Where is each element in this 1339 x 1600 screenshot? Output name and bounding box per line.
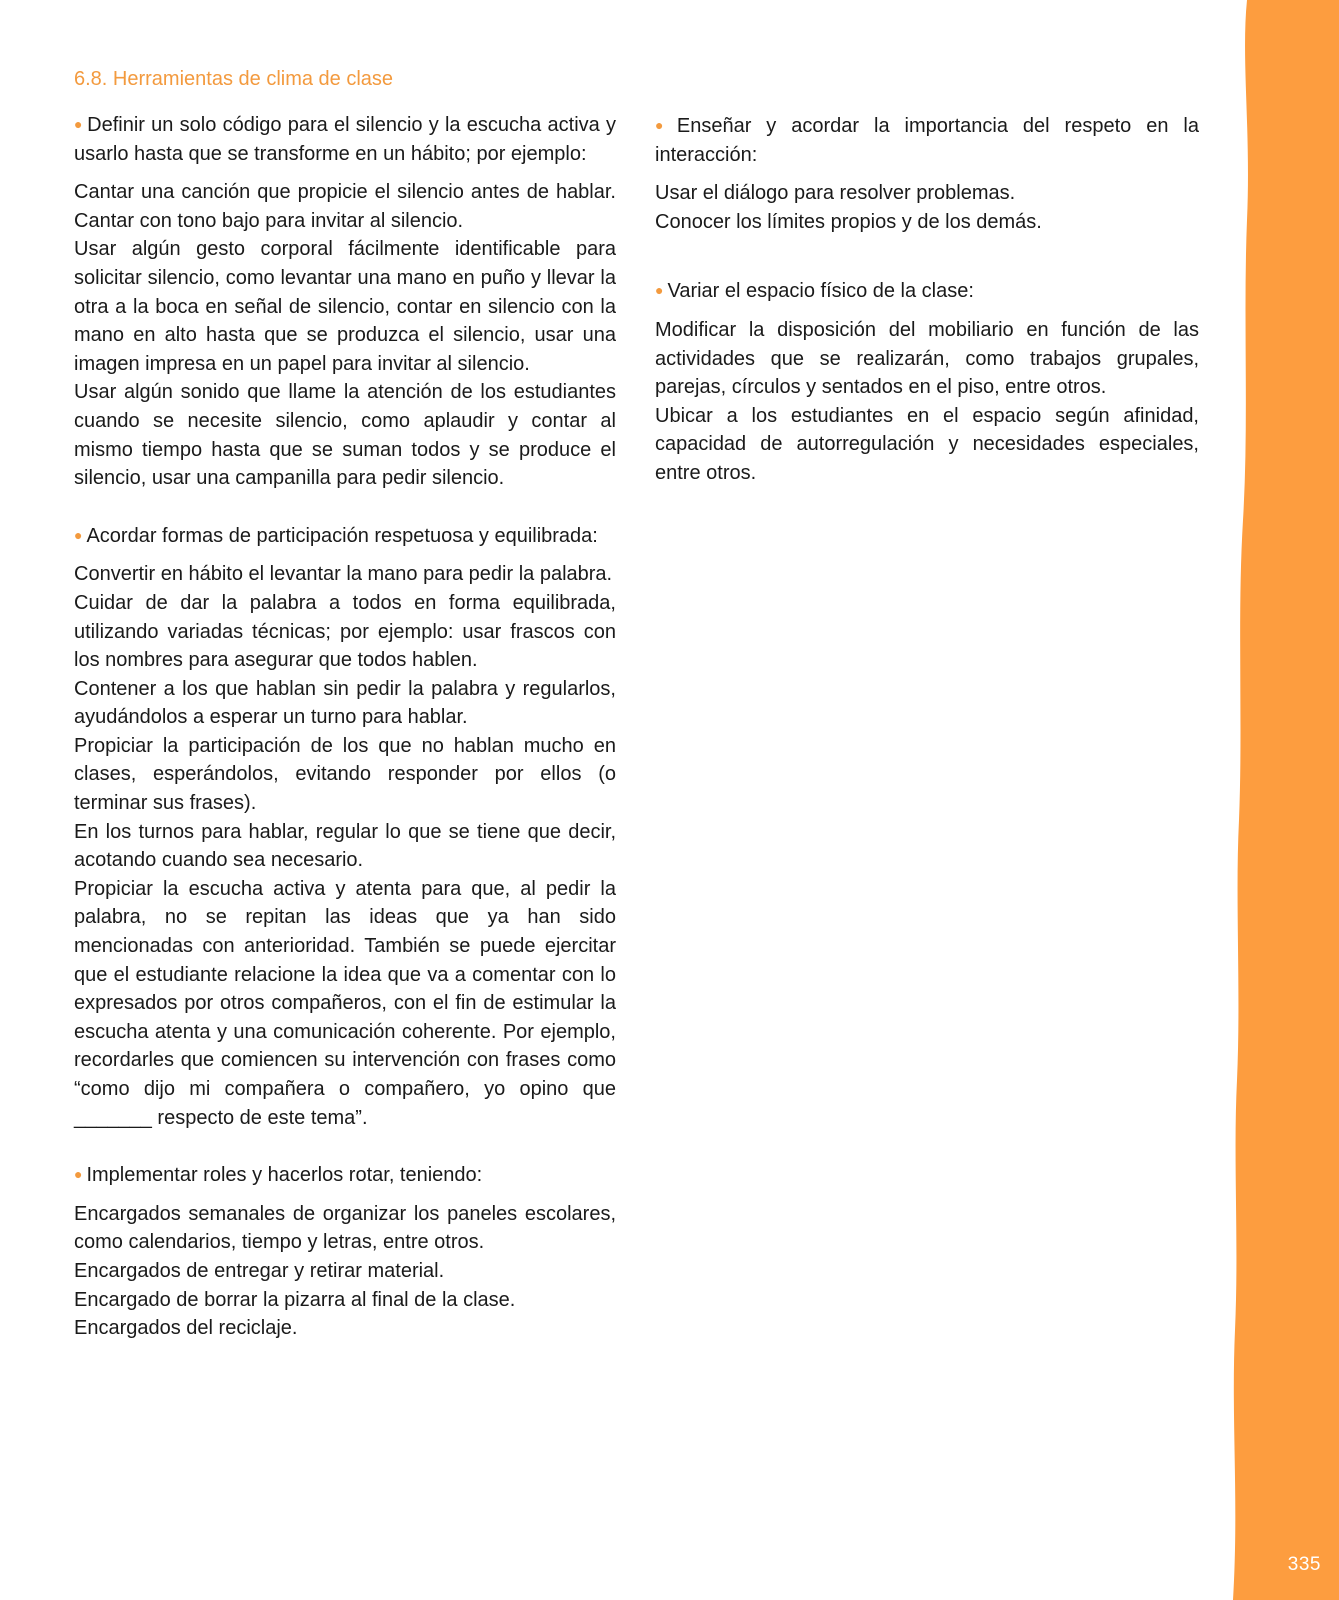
right-column [655, 111, 1199, 528]
paragraph: Conocer los límites propios y de los demás. [655, 210, 1042, 233]
bullet-dot-icon: ● [74, 116, 84, 132]
paragraph: Propiciar la escucha activa y atenta para que, al pedir la palabra, no se repitan las ideas que ya han sido mencionadas con anterioridad. También se puede ejercitar que el estudiante relacione la idea que va a comentar con lo expresados por otros compañeros, con el fin de estimular la escucha atenta y una comunicación coherente. Por ejemplo, recordarles que comiencen su intervención con frases como “como dijo mi compañera o compañero, yo opino que _______ respecto de este tema”. [74, 877, 616, 1129]
bullet-item [74, 1160, 616, 1190]
paragraph: Modificar la disposición del mobiliario en función de las actividades que se realizarán, como trabajos grupales, parejas, círculos y sentados en el piso, entre otros. [655, 318, 1199, 399]
left-column [74, 110, 616, 1371]
paragraph: Propiciar la participación de los que no hablan mucho en clases, esperándolos, evitando responder por ellos (o terminar sus frases). [74, 734, 616, 815]
body-text-block [655, 316, 1199, 488]
paragraph: Ubicar a los estudiantes en el espacio según afinidad, capacidad de autorregulación y necesidades especiales, entre otros. [655, 404, 1199, 484]
bullet-item [655, 276, 1199, 306]
bullet-text: Acordar formas de participación respetuosa y equilibrada: [86, 524, 598, 547]
paragraph: Usar algún gesto corporal fácilmente identificable para solicitar silencio, como levantar una mano en puño y llevar la otra a la boca en señal de silencio, contar en silencio con la mano en alto hasta que se produzca el silencio, usar una imagen impresa en un papel para invitar al silencio. [74, 238, 616, 375]
page-number: 335 [1287, 1554, 1321, 1575]
bullet-section [74, 521, 616, 1132]
bullet-section [74, 1160, 616, 1343]
bullet-text: Definir un solo código para el silencio y la escucha activa y usarlo hasta que se transforme en un hábito; por ejemplo: [74, 114, 616, 165]
paragraph: Cantar una canción que propicie el silencio antes de hablar. Cantar con tono bajo para invitar al silencio. [74, 181, 616, 232]
bullet-text: Enseñar y acordar la importancia del respeto en la interacción: [655, 115, 1199, 166]
bullet-item [655, 111, 1199, 169]
bullet-text: Implementar roles y hacerlos rotar, teniendo: [86, 1164, 483, 1187]
paragraph: Cuidar de dar la palabra a todos en forma equilibrada, utilizando variadas técnicas; por ejemplo: usar frascos con los nombres para asegurar que todos hablen. [74, 591, 616, 672]
bullet-section [655, 276, 1199, 487]
bullet-item [74, 521, 616, 551]
bullet-section [655, 111, 1199, 236]
body-text-block [74, 560, 616, 1132]
paragraph: Encargados de entregar y retirar material. [74, 1259, 445, 1282]
paragraph: Usar algún sonido que llame la atención de los estudiantes cuando se necesite silencio, como aplaudir y contar al mismo tiempo hasta que se suman todos y se produce el silencio, usar una campanilla para pedir silencio. [74, 381, 616, 490]
section-heading: 6.8. Herramientas de clima de clase [74, 68, 394, 90]
bullet-dot-icon: ● [655, 282, 664, 299]
body-text-block [74, 1200, 616, 1343]
bullet-item [74, 110, 616, 168]
paragraph: Encargados del reciclaje. [74, 1317, 298, 1340]
bullet-dot-icon: ● [655, 117, 673, 133]
body-text-block [655, 179, 1199, 236]
paragraph: Convertir en hábito el levantar la mano para pedir la palabra. [74, 563, 613, 586]
bullet-text: Variar el espacio físico de la clase: [667, 280, 974, 303]
paragraph: Contener a los que hablan sin pedir la palabra y regularlos, ayudándolos a esperar un turno para hablar. [74, 677, 616, 729]
bullet-dot-icon: ● [74, 1166, 83, 1183]
decorative-side-band [1229, 0, 1339, 1600]
body-text-block [74, 178, 616, 493]
paragraph: En los turnos para hablar, regular lo que se tiene que decir, acotando cuando sea necesario. [74, 820, 616, 872]
paragraph: Usar el diálogo para resolver problemas. [655, 182, 1016, 205]
bullet-section [74, 110, 616, 493]
bullet-dot-icon: ● [74, 526, 83, 543]
paragraph: Encargado de borrar la pizarra al final de la clase. [74, 1288, 516, 1311]
paragraph: Encargados semanales de organizar los paneles escolares, como calendarios, tiempo y letras, entre otros. [74, 1202, 616, 1254]
